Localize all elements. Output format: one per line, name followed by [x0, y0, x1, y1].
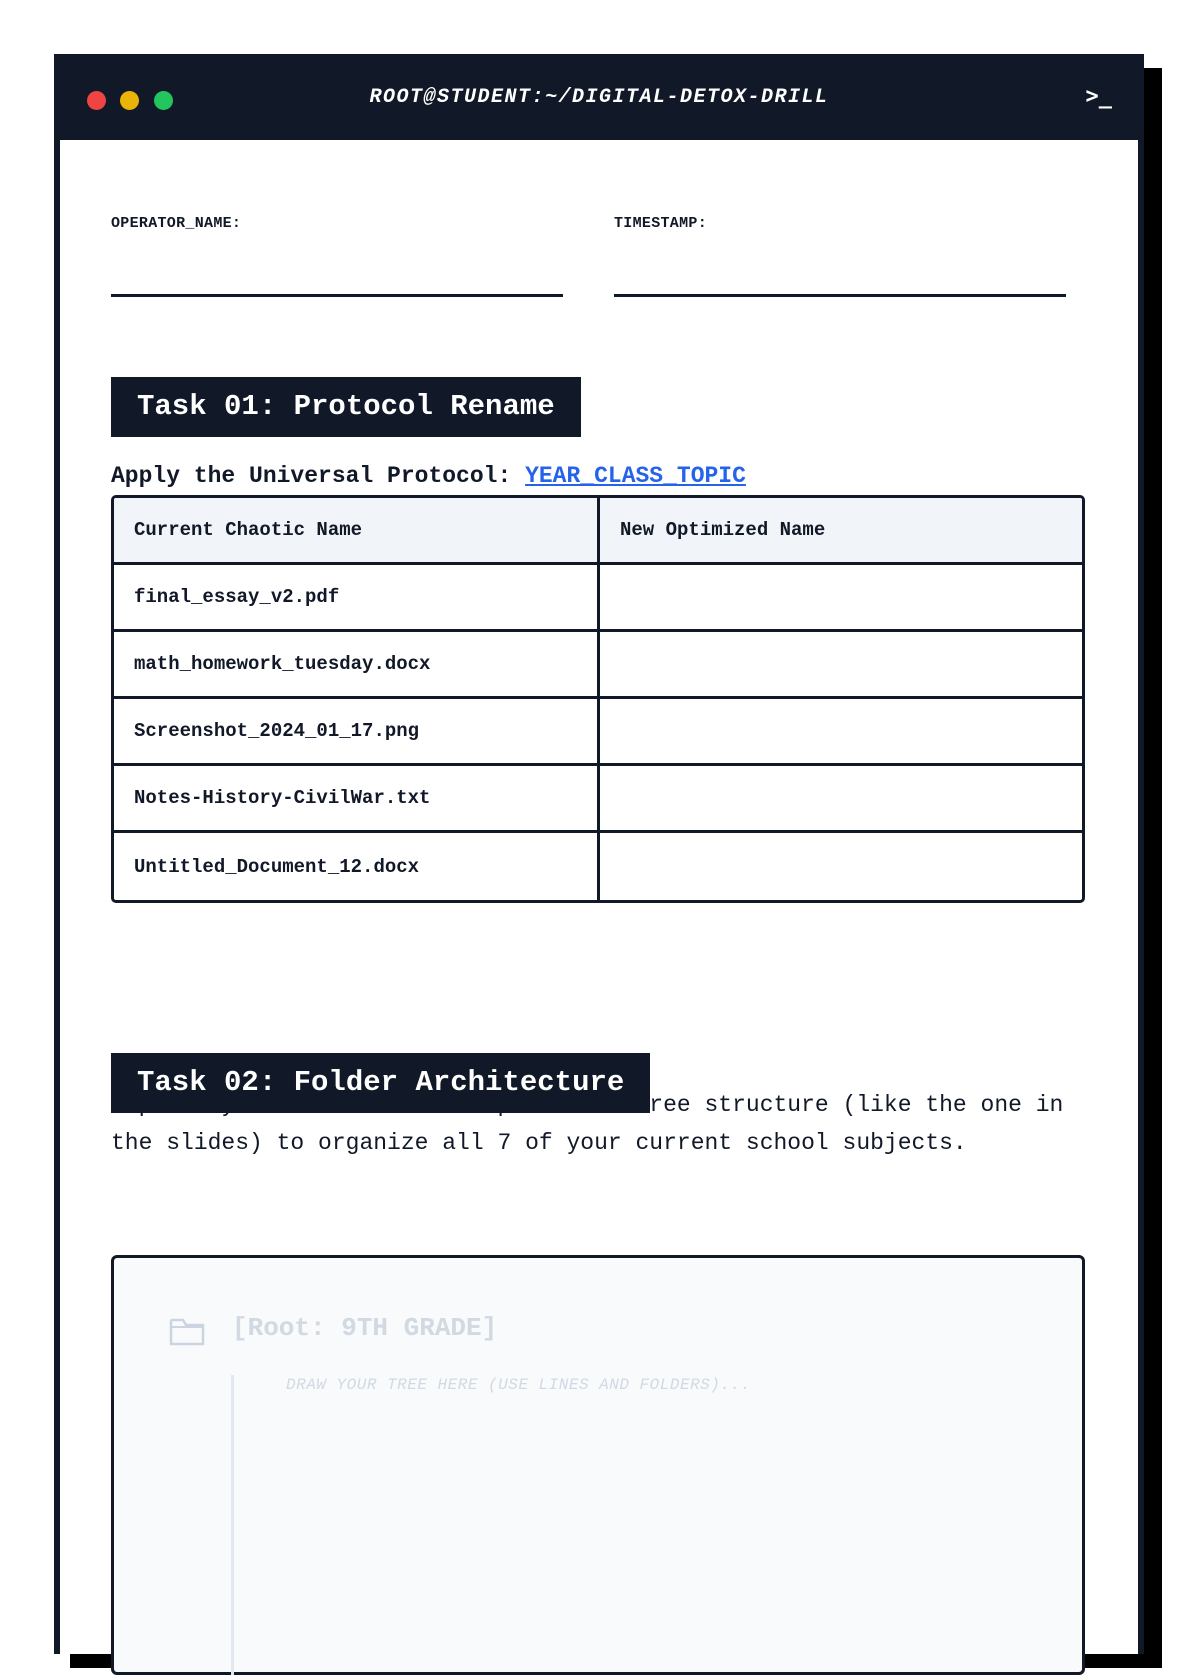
task-02-heading: Task 02: Folder Architecture: [111, 1053, 650, 1113]
tree-drawing-area[interactable]: [111, 1255, 1085, 1675]
current-name-cell: final_essay_v2.pdf: [114, 565, 600, 632]
new-name-cell[interactable]: [600, 699, 1082, 766]
timestamp-label: TIMESTAMP:: [614, 215, 708, 232]
task-02-instructions: Map out your "Perfect Desktop." Use a tree structure (like the one in the slides) to organize all 7 of your current school subjects.: [111, 1092, 1064, 1156]
task-01-heading: Task 01: Protocol Rename: [111, 377, 581, 437]
new-name-cell[interactable]: [600, 833, 1082, 900]
rename-table: [111, 495, 1085, 903]
operator-name-label: OPERATOR_NAME:: [111, 215, 242, 232]
protocol-instruction: [111, 463, 746, 489]
tree-root-label: [Root: 9TH GRADE]: [232, 1313, 498, 1343]
protocol-prefix: Apply the Universal Protocol:: [111, 463, 512, 489]
new-name-cell[interactable]: [600, 565, 1082, 632]
tree-hint-text: DRAW YOUR TREE HERE (USE LINES AND FOLDERS)...: [286, 1376, 751, 1394]
window-title: ROOT@STUDENT:~/DIGITAL-DETOX-DRILL: [369, 86, 829, 109]
new-name-cell[interactable]: [600, 632, 1082, 699]
tree-trunk-line: [231, 1375, 234, 1675]
content-area: [57, 0, 1147, 1600]
table-row: [114, 565, 1082, 632]
current-name-cell: math_homework_tuesday.docx: [114, 632, 600, 699]
table-row: [114, 766, 1082, 833]
table-row: [114, 833, 1082, 900]
current-name-cell: Notes-History-CivilWar.txt: [114, 766, 600, 833]
table-row: [114, 632, 1082, 699]
column-header-new: New Optimized Name: [600, 498, 1082, 565]
terminal-prompt-icon: >_: [1085, 84, 1112, 109]
folder-icon: [169, 1316, 205, 1346]
new-name-cell[interactable]: [600, 766, 1082, 833]
current-name-cell: Untitled_Document_12.docx: [114, 833, 600, 900]
table-row: [114, 699, 1082, 766]
table-header-row: [114, 498, 1082, 565]
current-name-cell: Screenshot_2024_01_17.png: [114, 699, 600, 766]
column-header-current: Current Chaotic Name: [114, 498, 600, 565]
protocol-link[interactable]: YEAR_CLASS_TOPIC: [525, 463, 746, 489]
